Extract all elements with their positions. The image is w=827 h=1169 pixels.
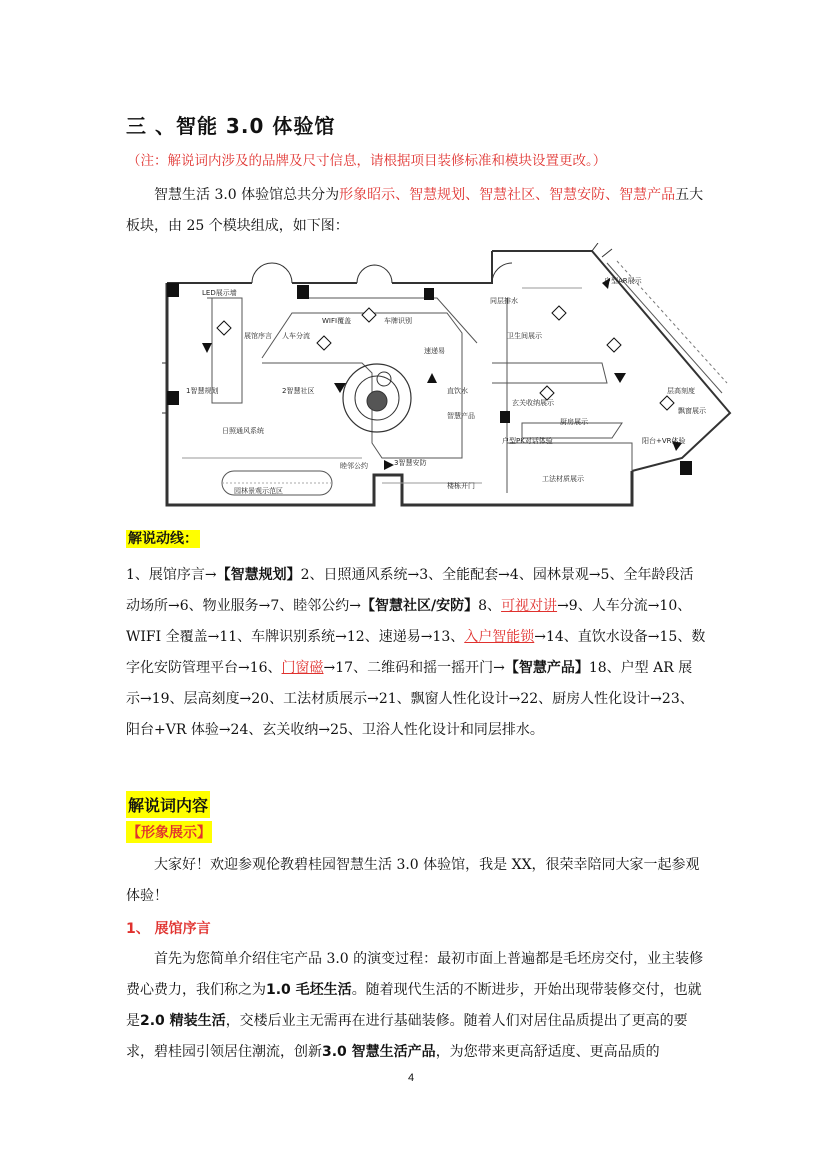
- route-underline: 入户智能锁: [464, 629, 535, 645]
- plan-label: 人车分流: [282, 332, 310, 340]
- plan-label: 同层排水: [490, 297, 518, 305]
- plan-label: 展馆序言: [244, 332, 272, 340]
- plan-label: WIFI覆盖: [322, 317, 352, 325]
- route-text: 18、户型 AR 展示→19、层高刻度→20、工法材质展示→21、飘窗人性化设计→22、厨房人性化设计→23、阳台+VR 体验→24、玄关收纳→25、卫浴人性化设计和同层排水。: [126, 660, 694, 738]
- route-paragraph: [126, 560, 706, 746]
- plan-label: 层高刻度: [667, 387, 695, 395]
- plan-label: 车牌识别: [384, 317, 412, 325]
- body-text: 首先为您简单介绍住宅产品 3.0 的演变过程：最初市面上普遍都是毛坯房交付，业主装修费心费力，我们称之为: [126, 951, 704, 998]
- route-text: →17、二维码和摇一摇开门→: [323, 660, 505, 676]
- route-text: 1、展馆序言→: [126, 567, 217, 583]
- plan-label: 速递易: [424, 347, 445, 355]
- intro-text-1: 智慧生活 3.0 体验馆总共分为: [154, 187, 340, 203]
- plan-label: 工法材质展示: [542, 475, 584, 483]
- plan-label: 直饮水: [447, 387, 468, 395]
- plan-label: 睦邻公约: [340, 462, 368, 470]
- section-title: 解说词内容: [126, 791, 210, 818]
- body-text: ，交楼后业主无需再在进行基础装修。随着人们对居住品质提出了更高的要求，碧桂园引领居住潮流，创新: [126, 1013, 688, 1060]
- route-label: 解说动线：: [128, 531, 198, 547]
- intro-paragraph: [126, 180, 706, 242]
- plan-label: 园林景观示范区: [234, 487, 283, 495]
- route-bold: 【智慧产品】: [504, 660, 589, 676]
- note-text: （注：解说词内涉及的品牌及尺寸信息，请根据项目装修标准和模块设置更改。）: [127, 153, 607, 169]
- item-title: 1、 展馆序言: [126, 921, 211, 937]
- plan-label: 厨房展示: [560, 418, 588, 426]
- route-bold: 【智慧社区/安防】: [361, 598, 479, 614]
- route-text: →14、直饮水设备→15、数字化安防管理平台→16、: [126, 629, 706, 676]
- route-label-wrap: [126, 528, 200, 548]
- plan-label: 户型AR展示: [604, 277, 642, 285]
- plan-label: 日照通风系统: [222, 427, 264, 435]
- greeting-paragraph: 大家好！欢迎参观伦教碧桂园智慧生活 3.0 体验馆，我是 XX，很荣幸陪同大家一起参观体验！: [126, 857, 700, 904]
- plan-label: 阳台+VR体验: [642, 437, 686, 445]
- plan-label: 3智慧安防: [394, 459, 427, 467]
- route-text: 8、: [478, 598, 502, 614]
- route-bold: 【智慧规划】: [216, 567, 301, 583]
- plan-label: 飘窗展示: [678, 407, 706, 415]
- subsection-title: 【形象展示】: [126, 821, 212, 843]
- route-text: →9、人车分流→10、WIFI 全覆盖→11、车牌识别系统→12、速递易→13、: [126, 598, 692, 645]
- body-bold: 1.0 毛坯生活: [266, 982, 352, 998]
- intro-text-2: 五大板块，由 25 个模块组成，如下图：: [126, 187, 704, 234]
- body-text: ，为您带来更高舒适度、更高品质的: [435, 1044, 660, 1060]
- plan-label: 卫生间展示: [507, 332, 542, 340]
- body-bold: 3.0 智慧生活产品: [322, 1044, 436, 1060]
- floor-plan-diagram: [162, 243, 732, 519]
- plan-label: 楼栋开门: [447, 482, 475, 490]
- plan-label: 户型PK对话体验: [502, 437, 553, 445]
- body-bold: 2.0 精装生活: [140, 1013, 226, 1029]
- route-underline: 可视对讲: [501, 598, 558, 614]
- route-text: 2、日照通风系统→3、全能配套→4、园林景观→5、全年龄段活动场所→6、物业服务→7、睦邻公约→: [126, 567, 694, 614]
- section-heading: 三 、智能 3.0 体验馆: [126, 114, 336, 138]
- plan-label: 2智慧社区: [282, 387, 315, 395]
- page-number: 4: [408, 1072, 415, 1084]
- plan-label: LED展示墙: [202, 289, 237, 297]
- plan-label: 1智慧规划: [186, 387, 219, 395]
- intro-areas: 形象昭示、智慧规划、智慧社区、智慧安防、智慧产品: [339, 187, 676, 203]
- body-paragraph: [126, 944, 706, 1068]
- plan-label: 智慧产品: [447, 412, 475, 420]
- plan-label: 玄关收纳展示: [512, 399, 554, 407]
- route-underline: 门窗磁: [281, 660, 324, 676]
- body-text: 。随着现代生活的不断进步，开始出现带装修交付，也就是: [126, 982, 702, 1029]
